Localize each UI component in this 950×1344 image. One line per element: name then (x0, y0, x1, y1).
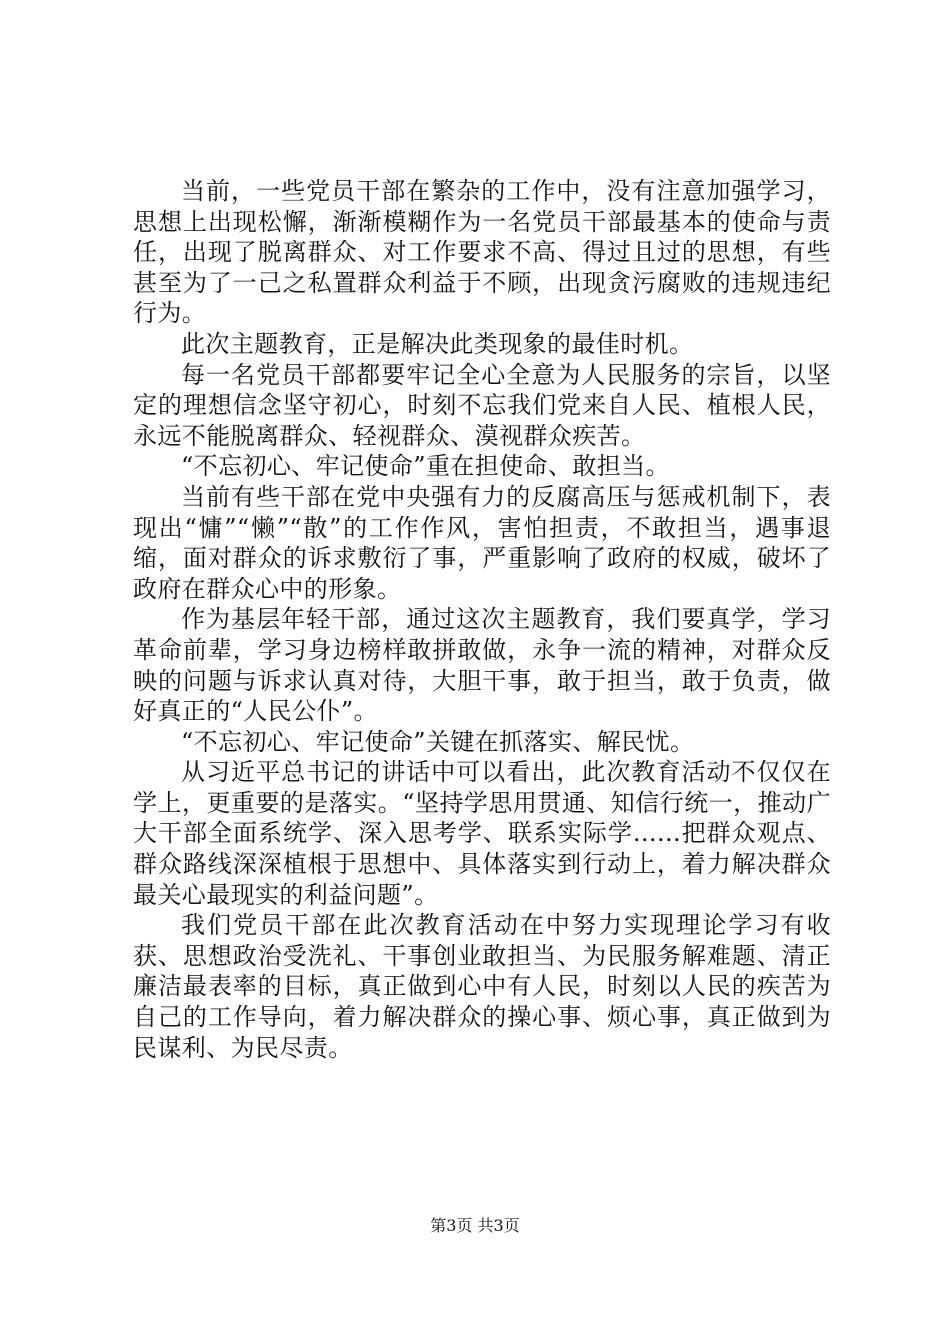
paragraph-5: 当前有些干部在党中央强有力的反腐高压与惩戒机制下，表现出“慵”“懒”“散”的工作作风，害怕担责，不敢担当，遇事退缩，面对群众的诉求敷衍了事，严重影响了政府的权威，破坏了政府在群众心中的形象。 (133, 482, 831, 603)
document-body (133, 176, 831, 1063)
page-number-footer: 第3页 共3页 (430, 1216, 520, 1235)
paragraph-7: “不忘初心、牢记使命”关键在抓落实、解民忧。 (181, 727, 695, 756)
paragraph-1: 当前，一些党员干部在繁杂的工作中，没有注意加强学习，思想上出现松懈，渐渐模糊作为一名党员干部最基本的使命与责任，出现了脱离群众、对工作要求不高、得过且过的思想，有些甚至为了一己之私置群众利益于不顾，出现贪污腐败的违规违纪行为。 (133, 177, 831, 328)
paragraph-9: 我们党员干部在此次教育活动在中努力实现理论学习有收获、思想政治受洗礼、干事创业敢担当、为民服务解难题、清正廉洁最表率的目标，真正做到心中有人民，时刻以人民的疾苦为自己的工作导向，着力解决群众的操心事、烦心事，真正做到为民谋利、为民尽责。 (133, 911, 831, 1062)
paragraph-4: “不忘初心、牢记使命”重在担使命、敢担当。 (181, 452, 670, 481)
paragraph-6: 作为基层年轻干部，通过这次主题教育，我们要真学，学习革命前辈，学习身边榜样敢拼敢做，永争一流的精神，对群众反映的问题与诉求认真对待，大胆干事，敢于担当，敢于负责，做好真正的“人民公仆”。 (133, 605, 831, 726)
paragraph-3: 每一名党员干部都要牢记全心全意为人民服务的宗旨，以坚定的理想信念坚守初心，时刻不忘我们党来自人民、植根人民，永远不能脱离群众、轻视群众、漠视群众疾苦。 (133, 360, 831, 450)
paragraph-8: 从习近平总书记的讲话中可以看出，此次教育活动不仅仅在学上，更重要的是落实。“坚持学思用贯通、知信行统一，推动广大干部全面系统学、深入思考学、联系实际学......把群众观点、群众路线深深植根于思想中、具体落实到行动上，着力解决群众最关心最现实的利益问题”。 (133, 758, 831, 909)
paragraph-2: 此次主题教育，正是解决此类现象的最佳时机。 (181, 329, 694, 358)
